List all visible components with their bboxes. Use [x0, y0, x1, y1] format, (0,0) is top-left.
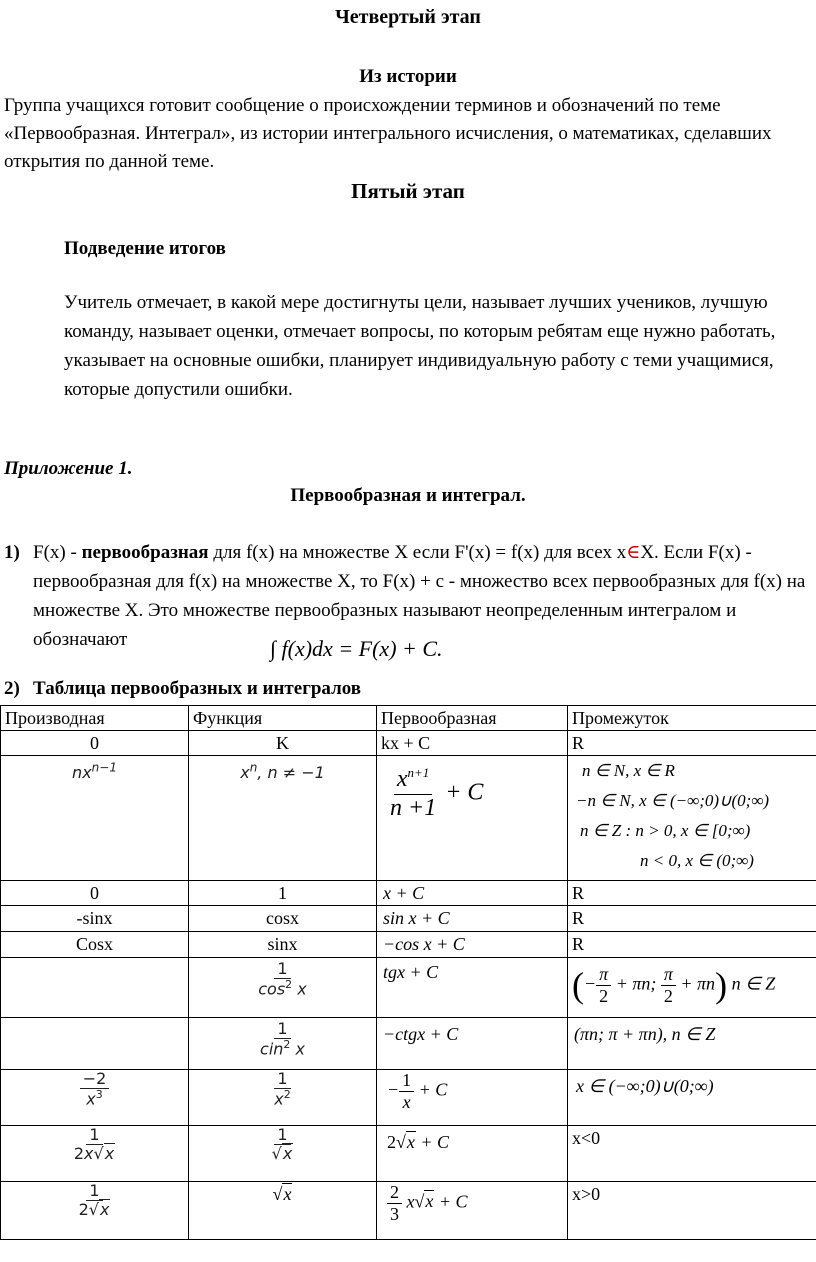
cell-derivative: Cosx [1, 932, 189, 958]
cell-interval: R [568, 881, 816, 906]
item2-title: Таблица первообразных и интегралов [33, 678, 362, 699]
stage4-subtitle: Из истории [359, 66, 457, 87]
cell-function [189, 1018, 377, 1070]
power-antiderivative: $\frac{x^{n+1}}{n +1}$ + C [390, 765, 484, 821]
cell-derivative [1, 756, 189, 881]
interval-line: −n ∈ N, x ∈ (−∞;0)∪(0;∞) [576, 791, 770, 810]
element-of-symbol: ∈ [626, 542, 641, 563]
cell-interval [568, 756, 816, 881]
root-derivative-b: $\frac{1}{2√x}$ [78, 1181, 110, 1220]
cell-antiderivative [377, 756, 568, 881]
root-antiderivative: 2√x + C [387, 1132, 450, 1152]
cell-interval: x>0 [568, 1182, 816, 1240]
cell-antiderivative [377, 1182, 568, 1240]
antiderivative-table [0, 705, 816, 1240]
item1-mid: для f(x) на множестве Х если F'(x) = f(x) для всех х [208, 542, 627, 563]
inverse-square-function: $\frac{1}{x^2}$ [274, 1069, 291, 1109]
csc-squared-function: $\frac{1}{cin^2 x}$ [260, 1019, 305, 1059]
cell-interval: x<0 [568, 1126, 816, 1182]
cell-interval: x ∈ (−∞;0)∪(0;∞) [568, 1070, 816, 1126]
cell-antiderivative: x + C [377, 881, 568, 906]
integral-formula: ∫ f(x)dx = F(x) + C. [270, 636, 443, 661]
item1-number: 1) [4, 542, 20, 563]
header-interval: Промежуток [568, 706, 816, 731]
appendix-label: Приложение 1. [4, 458, 133, 479]
cell-function: 1 [189, 881, 377, 906]
power-derivative: $nx^{n-1}$ [72, 761, 117, 783]
power-function: $x^n$, n ≠ −1 [240, 761, 325, 783]
appendix-title: Первообразная и интеграл. [290, 485, 526, 506]
table-row [1, 756, 816, 881]
cell-function [189, 1182, 377, 1240]
cell-interval: R [568, 906, 816, 932]
interval-line: n ∈ N, x ∈ R [582, 761, 675, 780]
cell-function: K [189, 731, 377, 756]
cell-derivative [1, 1070, 189, 1126]
sec-squared-function: $\frac{1}{\cos^2 x}$ [258, 959, 307, 999]
header-antiderivative: Первообразная [377, 706, 568, 731]
item1-post: Х. Если F(x) - первообразная для f(x) на множестве Х, то F(x) + c - множество всех первообразных для f(x) на множестве Х. Это множестве первообразных называют неопределенным интегралом и обозначают [33, 542, 806, 650]
interval-line: n ∈ Z : n > 0, x ∈ [0;∞) [580, 821, 751, 840]
cell-interval: R [568, 731, 816, 756]
root-three-halves-antiderivative: $\frac{2}{3}$ x√x + C [387, 1182, 563, 1224]
table-row [1, 1182, 816, 1240]
header-function: Функция [189, 706, 377, 731]
table-row [1, 1126, 816, 1182]
table-row [1, 881, 816, 906]
stage5-text: Учитель отмечает, в какой мере достигнуты цели, называет лучших учеников, лучшую команду, называет оценки, отмечает вопросы, по которым ребятам еще нужно работать, указывает на основные ошибки, планирует индивидуальную работу с теми учащимися, которые допустили ошибки. [64, 292, 776, 400]
cell-derivative [1, 1126, 189, 1182]
cell-antiderivative: kx + C [377, 731, 568, 756]
cell-function: sinx [189, 932, 377, 958]
header-derivative: Производная [1, 706, 189, 731]
cell-function [189, 756, 377, 881]
inverse-antiderivative: − $\frac{1}{x}$ + C [387, 1070, 448, 1112]
stage5-title: Пятый этап [351, 179, 465, 203]
inverse-cube-derivative: $\frac{-2}{x^3}$ [80, 1070, 110, 1109]
cell-interval: (πn; π + πn), n ∈ Z [568, 1018, 816, 1070]
cell-derivative: 0 [1, 881, 189, 906]
interval-line: n < 0, x ∈ (0;∞) [640, 851, 754, 870]
item2-number: 2) [4, 678, 20, 699]
power-intervals [572, 756, 812, 876]
cell-antiderivative [377, 1070, 568, 1126]
tan-interval: (− $\frac{\pi}{2}$ + πn; $\frac{\pi}{2}$ + πn) n ∈ Z [572, 964, 776, 1006]
root-function: √x [272, 1184, 292, 1204]
cell-function [189, 1126, 377, 1182]
cell-derivative: -sinx [1, 906, 189, 932]
cell-derivative [1, 1182, 189, 1240]
cell-antiderivative: sin x + C [377, 906, 568, 932]
table-row [1, 1018, 816, 1070]
cell-function [189, 1070, 377, 1126]
stage4-title: Четвертый этап [335, 6, 481, 28]
inverse-root-function: $\frac{1}{√x}$ [271, 1125, 293, 1164]
stage4-text: Группа учащихся готовит сообщение о происхождении терминов и обозначений по теме «Первообразная. Интеграл», из истории интегрального исчисления, о математиках, сделавших открытия по данной теме. [4, 95, 772, 172]
cell-antiderivative: −ctgx + C [377, 1018, 568, 1070]
cell-antiderivative: −cos x + C [377, 932, 568, 958]
cell-interval [568, 958, 816, 1018]
cell-function: cosx [189, 906, 377, 932]
root-derivative-a: $\frac{1}{2x√x}$ [73, 1125, 115, 1164]
cell-antiderivative [377, 1126, 568, 1182]
cell-derivative: 0 [1, 731, 189, 756]
table-row [1, 731, 816, 756]
stage5-subtitle: Подведение итогов [64, 238, 226, 259]
item1-pre: F(x) - [33, 542, 82, 563]
cell-derivative [1, 958, 189, 1018]
table-header-row [1, 706, 816, 731]
table-row [1, 958, 816, 1018]
cell-antiderivative: tgx + C [377, 958, 568, 1018]
cell-derivative [1, 1018, 189, 1070]
item1-bold-term: первообразная [81, 542, 209, 563]
table-row [1, 906, 816, 932]
cell-function [189, 958, 377, 1018]
table-row [1, 1070, 816, 1126]
table-row [1, 932, 816, 958]
cell-interval: R [568, 932, 816, 958]
